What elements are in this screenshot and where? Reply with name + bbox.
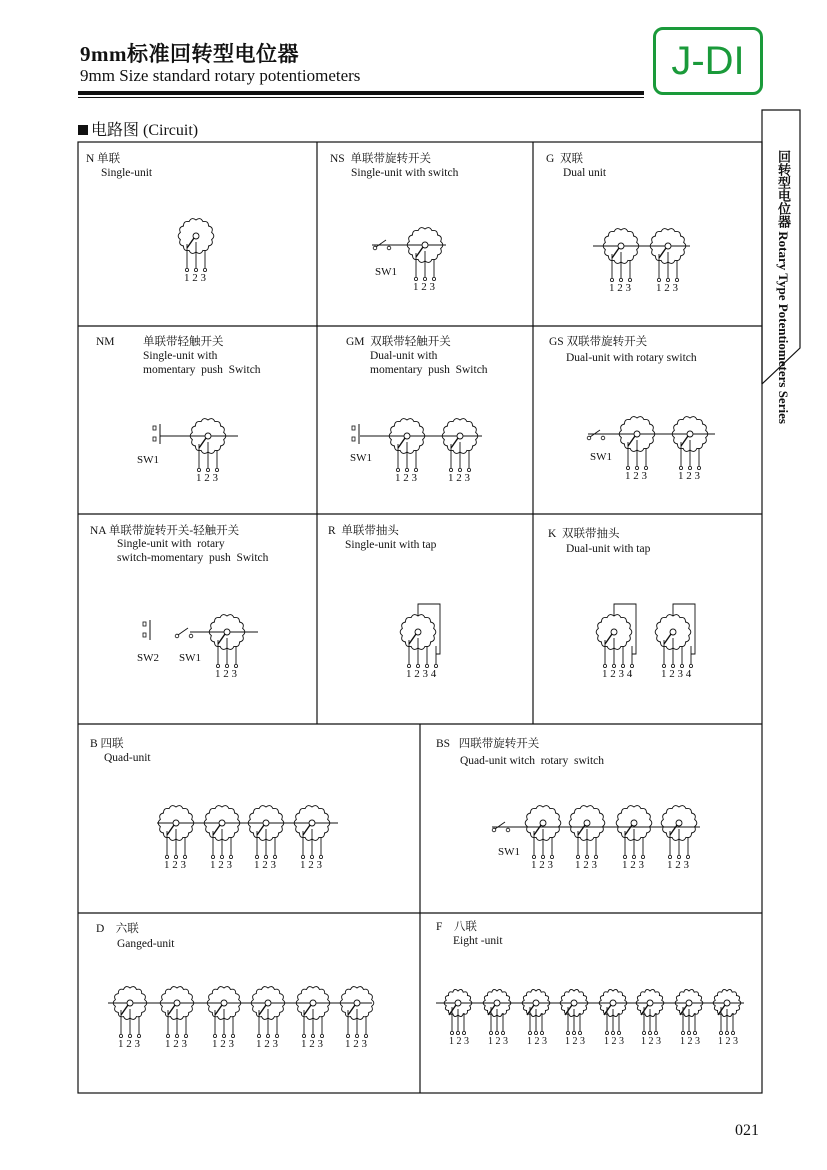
pin-terminal	[450, 1031, 453, 1034]
potentiometer-symbol	[713, 989, 741, 1034]
cell-bs-desc: Quad-unit witch rotary switch	[460, 755, 605, 767]
pin-terminal	[648, 1031, 651, 1034]
pin-terminal	[572, 1031, 575, 1034]
rotary-switch-symbol	[587, 430, 605, 440]
cell-n-desc: Single-unit	[101, 167, 153, 179]
switch-contact	[387, 246, 391, 250]
push-contact	[143, 633, 146, 637]
potentiometer-symbol	[599, 989, 627, 1034]
wiper-arrow	[664, 634, 671, 644]
side-tab-label: 回转型电位器 Rotary Type Potentiometers Series	[776, 150, 791, 424]
switch-blade	[590, 430, 600, 437]
pin-numbers: 1 2 3	[301, 1038, 323, 1050]
potentiometer-symbol	[400, 604, 440, 668]
wiper-arrow	[167, 825, 174, 835]
wiper-arrow	[121, 1005, 128, 1015]
wiper-arrow	[659, 248, 666, 258]
sw1-label: SW1	[350, 452, 372, 464]
cell-nm-desc: Single-unit with momentary push Switch	[143, 350, 261, 376]
pin-numbers: 1 2 3	[395, 472, 417, 484]
pin-numbers: 1 2 3	[254, 859, 276, 871]
pin-terminal	[687, 1031, 690, 1034]
wiper-arrow	[409, 634, 416, 644]
potentiometer-symbol	[661, 806, 697, 859]
pin-terminal	[578, 1031, 581, 1034]
cell-g-desc: Dual unit	[563, 167, 607, 179]
cell-d-desc: Ganged-unit	[117, 938, 175, 950]
push-contact	[153, 437, 156, 441]
pin-numbers: 1 2 3 4	[661, 668, 692, 680]
pin-numbers: 1 2 3	[667, 859, 689, 871]
pin-terminal	[642, 1031, 645, 1034]
switch-blade	[376, 240, 386, 247]
wiper-arrow	[451, 438, 458, 448]
pin-numbers: 1 2 3	[345, 1038, 367, 1050]
brand-logo: J-DI	[653, 27, 763, 95]
pin-terminal	[456, 1031, 459, 1034]
wiper-arrow	[625, 825, 632, 835]
pin-numbers: 1 2 3	[210, 859, 232, 871]
pin-numbers: 1 2 3	[164, 859, 186, 871]
pin-numbers: 1 2 3	[622, 859, 644, 871]
potentiometer-symbol	[636, 989, 664, 1034]
pin-numbers: 1 2 3	[718, 1036, 738, 1047]
potentiometer-symbol	[616, 806, 652, 859]
wiper-arrow	[187, 238, 194, 248]
wiper-arrow	[213, 825, 220, 835]
pin-numbers: 1 2 3 4	[602, 668, 633, 680]
cell-ns-code: NS 单联带旋转开关	[330, 153, 431, 165]
cell-gm-desc: Dual-unit with momentary push Switch	[370, 350, 488, 376]
switch-contact	[506, 828, 510, 832]
potentiometer-symbol	[442, 419, 478, 472]
switch-blade	[495, 822, 505, 829]
pin-numbers: 1 2 3	[256, 1038, 278, 1050]
push-contact	[352, 437, 355, 441]
potentiometer-symbol	[483, 989, 511, 1034]
potentiometer-symbol	[603, 229, 639, 282]
wiper-arrow	[218, 634, 225, 644]
potentiometer-symbol	[407, 228, 443, 281]
wiper-arrow	[168, 1005, 175, 1015]
switch-contact	[601, 436, 605, 440]
cell-k-desc: Dual-unit with tap	[566, 543, 651, 555]
pin-terminal	[495, 1031, 498, 1034]
push-contact	[153, 426, 156, 430]
potentiometer-symbol	[522, 989, 550, 1034]
cell-k-code: K 双联带抽头	[548, 528, 620, 540]
wiper-arrow	[534, 825, 541, 835]
page-title-en: 9mm Size standard rotary potentiometers	[80, 66, 361, 85]
page-number: 021	[735, 1122, 759, 1139]
pin-terminal	[501, 1031, 504, 1034]
cell-b-code: B 四联	[90, 738, 124, 750]
cell-n-code: N 单联	[86, 153, 121, 165]
cell-r-code: R 单联带抽头	[328, 525, 399, 537]
wiper-arrow	[199, 438, 206, 448]
potentiometer-symbol	[113, 987, 147, 1038]
wiper-arrow	[670, 825, 677, 835]
pin-numbers: 1 2 3	[565, 1036, 585, 1047]
wiper-arrow	[416, 247, 423, 257]
potentiometer-symbol	[650, 229, 686, 282]
pin-terminal	[462, 1031, 465, 1034]
potentiometer-symbol	[569, 806, 605, 859]
pin-numbers: 1 2 3	[215, 668, 237, 680]
wiper-arrow	[398, 438, 405, 448]
pin-numbers: 1 2 3	[680, 1036, 700, 1047]
cell-gs-code: GS 双联带旋转开关	[549, 336, 648, 348]
pin-terminal	[719, 1031, 722, 1034]
wiper-arrow	[605, 634, 612, 644]
pin-terminal	[731, 1031, 734, 1034]
pin-numbers: 1 2 3	[531, 859, 553, 871]
cell-nm-code2: 单联带轻触开关	[143, 336, 224, 348]
push-contact	[352, 426, 355, 430]
potentiometer-symbol	[389, 419, 425, 472]
cell-nm-code: NM	[96, 336, 115, 348]
pin-numbers: 1 2 3	[184, 272, 206, 284]
pin-numbers: 1 2 3	[448, 472, 470, 484]
section-label: 电路图 (Circuit)	[91, 122, 199, 139]
potentiometer-symbol	[248, 806, 284, 859]
potentiometer-symbol	[294, 806, 330, 859]
wiper-arrow	[681, 436, 688, 446]
sw1-label: SW1	[375, 266, 397, 278]
wiper-arrow	[348, 1005, 355, 1015]
pin-numbers: 1 2 3	[212, 1038, 234, 1050]
potentiometer-symbol	[675, 989, 703, 1034]
cell-f-desc: Eight -unit	[453, 935, 503, 947]
pin-terminal	[489, 1031, 492, 1034]
pin-terminal	[534, 1031, 537, 1034]
pin-numbers: 1 2 3	[678, 470, 700, 482]
potentiometer-symbol	[296, 987, 330, 1038]
potentiometer-symbol	[209, 615, 245, 668]
cell-b-desc: Quad-unit	[104, 752, 151, 764]
potentiometer-symbol	[596, 604, 636, 668]
pin-terminal	[540, 1031, 543, 1034]
wiper-arrow	[215, 1005, 222, 1015]
pin-numbers: 1 2 3	[118, 1038, 140, 1050]
sw1-label: SW1	[498, 846, 520, 858]
cell-d-code: D 六联	[96, 923, 139, 935]
potentiometer-symbol	[619, 417, 655, 470]
pin-terminal	[528, 1031, 531, 1034]
potentiometer-symbol	[160, 987, 194, 1038]
wiper-arrow	[628, 436, 635, 446]
pin-numbers: 1 2 3	[488, 1036, 508, 1047]
pin-terminal	[681, 1031, 684, 1034]
pin-numbers: 1 2 3	[449, 1036, 469, 1047]
pin-numbers: 1 2 3	[641, 1036, 661, 1047]
sw1-label: SW1	[137, 454, 159, 466]
pin-numbers: 1 2 3	[300, 859, 322, 871]
cell-r-desc: Single-unit with tap	[345, 539, 437, 551]
cell-ns-desc: Single-unit with switch	[351, 167, 459, 179]
wiper-arrow	[257, 825, 264, 835]
pin-terminal	[605, 1031, 608, 1034]
rotary-switch-symbol	[175, 628, 193, 638]
pin-terminal	[654, 1031, 657, 1034]
sw2-label: SW2	[137, 652, 159, 664]
potentiometer-symbol	[251, 987, 285, 1038]
push-switch-symbol	[352, 424, 359, 444]
cell-bs-code: BS 四联带旋转开关	[436, 738, 540, 750]
pin-numbers: 1 2 3	[165, 1038, 187, 1050]
page-title-cn: 9mm标准回转型电位器	[80, 42, 299, 66]
wiper-arrow	[259, 1005, 266, 1015]
wiper-arrow	[304, 1005, 311, 1015]
sw1-label: SW1	[590, 451, 612, 463]
switch-blade	[178, 628, 188, 635]
potentiometer-symbol	[207, 987, 241, 1038]
sw1-label: SW1	[179, 652, 201, 664]
pin-terminal	[693, 1031, 696, 1034]
wiper-arrow	[303, 825, 310, 835]
switch-contact	[189, 634, 193, 638]
pin-terminal	[611, 1031, 614, 1034]
push-switch-symbol	[143, 620, 150, 640]
potentiometer-symbol	[178, 219, 214, 272]
cell-na-code: NA 单联带旋转开关-轻触开关	[90, 525, 240, 537]
pin-numbers: 1 2 3	[656, 282, 678, 294]
cell-gs-desc: Dual-unit with rotary switch	[566, 352, 697, 364]
potentiometer-symbol	[340, 987, 374, 1038]
potentiometer-symbol	[158, 806, 194, 859]
cell-gm-code: GM 双联带轻触开关	[346, 336, 451, 348]
cell-g-code: G 双联	[546, 153, 584, 165]
wiper-arrow	[612, 248, 619, 258]
potentiometer-symbol	[190, 419, 226, 472]
potentiometer-symbol	[525, 806, 561, 859]
pin-terminal	[617, 1031, 620, 1034]
pin-numbers: 1 2 3	[196, 472, 218, 484]
pin-numbers: 1 2 3	[609, 282, 631, 294]
pin-numbers: 1 2 3	[575, 859, 597, 871]
pin-numbers: 1 2 3	[625, 470, 647, 482]
potentiometer-symbol	[560, 989, 588, 1034]
pin-terminal	[725, 1031, 728, 1034]
potentiometer-symbol	[444, 989, 472, 1034]
potentiometer-symbol	[655, 604, 695, 668]
cell-na-desc: Single-unit with rotary switch-momentary push Switch	[117, 538, 269, 564]
pin-numbers: 1 2 3 4	[406, 668, 437, 680]
pin-numbers: 1 2 3	[604, 1036, 624, 1047]
cell-f-code: F 八联	[436, 921, 477, 933]
pin-terminal	[566, 1031, 569, 1034]
pin-numbers: 1 2 3	[527, 1036, 547, 1047]
potentiometer-symbol	[204, 806, 240, 859]
wiper-arrow	[578, 825, 585, 835]
potentiometer-symbol	[672, 417, 708, 470]
push-contact	[143, 622, 146, 626]
push-switch-symbol	[153, 424, 160, 444]
pin-numbers: 1 2 3	[413, 281, 435, 293]
